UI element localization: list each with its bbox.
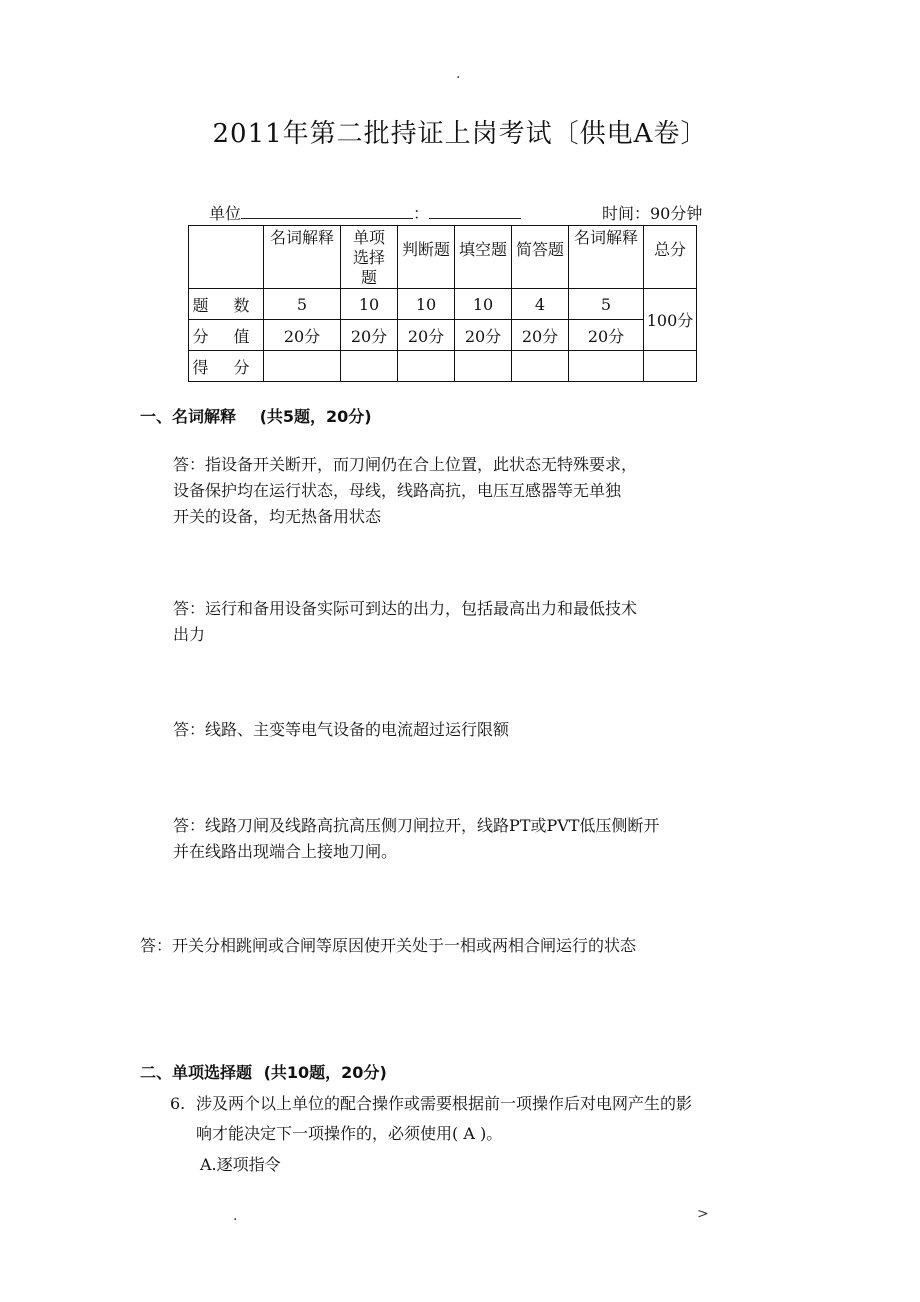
score-input-cell[interactable] (512, 351, 569, 382)
col-header: 名词解释 (264, 226, 341, 289)
section1-heading (140, 404, 372, 427)
section2-meta: (共10题，20分) (263, 1063, 387, 1082)
score-input-cell[interactable] (264, 351, 341, 382)
table-row (189, 289, 697, 320)
page-title: 2011年第二批持证上岗考试〔供电A卷〕 (212, 119, 708, 149)
row-label: 得 分 (189, 351, 264, 382)
exam-time: 时间：90分钟 (602, 204, 703, 223)
score-table (188, 225, 697, 382)
option-a[interactable]: A.逐项指令 (200, 1155, 281, 1174)
table-cell: 10 (455, 289, 512, 320)
question-6 (196, 1089, 692, 1149)
footer-left-mark: . (233, 1208, 238, 1224)
table-cell: 5 (264, 289, 341, 320)
answer-line: 并在线路出现端合上接地刀闸。 (173, 842, 398, 861)
col-header: 填空题 (455, 226, 512, 289)
answer-line: 答：指设备开关断开，而刀闸仍在合上位置，此状态无特殊要求， (173, 455, 638, 474)
unit-colon: ： (413, 204, 430, 223)
section1-title: 一、名词解释 (140, 407, 237, 426)
table-cell: 4 (512, 289, 569, 320)
col-header: 简答题 (512, 226, 569, 289)
score-input-cell[interactable] (341, 351, 398, 382)
score-input-cell[interactable] (455, 351, 512, 382)
col-header: 判断题 (398, 226, 455, 289)
header-mark: . (456, 66, 461, 82)
table-cell: 20分 (512, 320, 569, 351)
answer-5 (140, 933, 636, 959)
table-cell: 20分 (341, 320, 398, 351)
table-cell: 10 (341, 289, 398, 320)
answer-3 (173, 717, 509, 743)
table-header-row (189, 226, 697, 289)
footer-right-mark: > (697, 1206, 709, 1222)
col-header: 名词解释 (569, 226, 644, 289)
row-label: 分 值 (189, 320, 264, 351)
row-label: 题 数 (189, 289, 264, 320)
table-row (189, 320, 697, 351)
table-cell: 20分 (455, 320, 512, 351)
name-blank (429, 204, 521, 219)
unit-blank (241, 204, 413, 219)
answer-line: 答：线路刀闸及线路高抗高压侧刀闸拉开，线路PT或PVT低压侧断开 (173, 816, 660, 835)
total-input-cell[interactable] (644, 351, 697, 382)
unit-label: 单位 (209, 204, 242, 223)
table-cell: 20分 (398, 320, 455, 351)
answer-line: 答：运行和备用设备实际可到达的出力，包括最高出力和最低技术 (173, 599, 638, 618)
question-line: 涉及两个以上单位的配合操作或需要根据前一项操作后对电网产生的影 (196, 1094, 693, 1113)
answer-line: 出力 (173, 625, 206, 644)
col-header: 单项选择题 (341, 226, 398, 289)
section2-title: 二、单项选择题 (140, 1063, 253, 1082)
table-cell: 20分 (264, 320, 341, 351)
answer-2 (173, 596, 637, 648)
question-line: 响才能决定下一项操作的，必须使用( A )。 (196, 1124, 503, 1143)
answer-line: 开关的设备，均无热备用状态 (173, 507, 382, 526)
section1-meta: (共5题，20分) (259, 407, 372, 426)
answer-1 (173, 452, 637, 530)
table-row (189, 351, 697, 382)
score-input-cell[interactable] (569, 351, 644, 382)
col-header: 总分 (644, 226, 697, 289)
table-cell: 5 (569, 289, 644, 320)
total-score-cell: 100分 (644, 289, 697, 351)
answer-line: 答：开关分相跳闸或合闸等原因使开关处于一相或两相合闸运行的状态 (140, 936, 637, 955)
answer-line: 设备保护均在运行状态，母线，线路高抗，电压互感器等无单独 (173, 481, 622, 500)
table-corner-cell (189, 226, 264, 289)
answer-4 (173, 813, 659, 865)
score-input-cell[interactable] (398, 351, 455, 382)
question-number: 6. (170, 1094, 186, 1113)
answer-line: 答：线路、主变等电气设备的电流超过运行限额 (173, 720, 510, 739)
table-cell: 10 (398, 289, 455, 320)
unit-field (209, 201, 521, 224)
table-cell: 20分 (569, 320, 644, 351)
section2-heading (140, 1060, 387, 1083)
